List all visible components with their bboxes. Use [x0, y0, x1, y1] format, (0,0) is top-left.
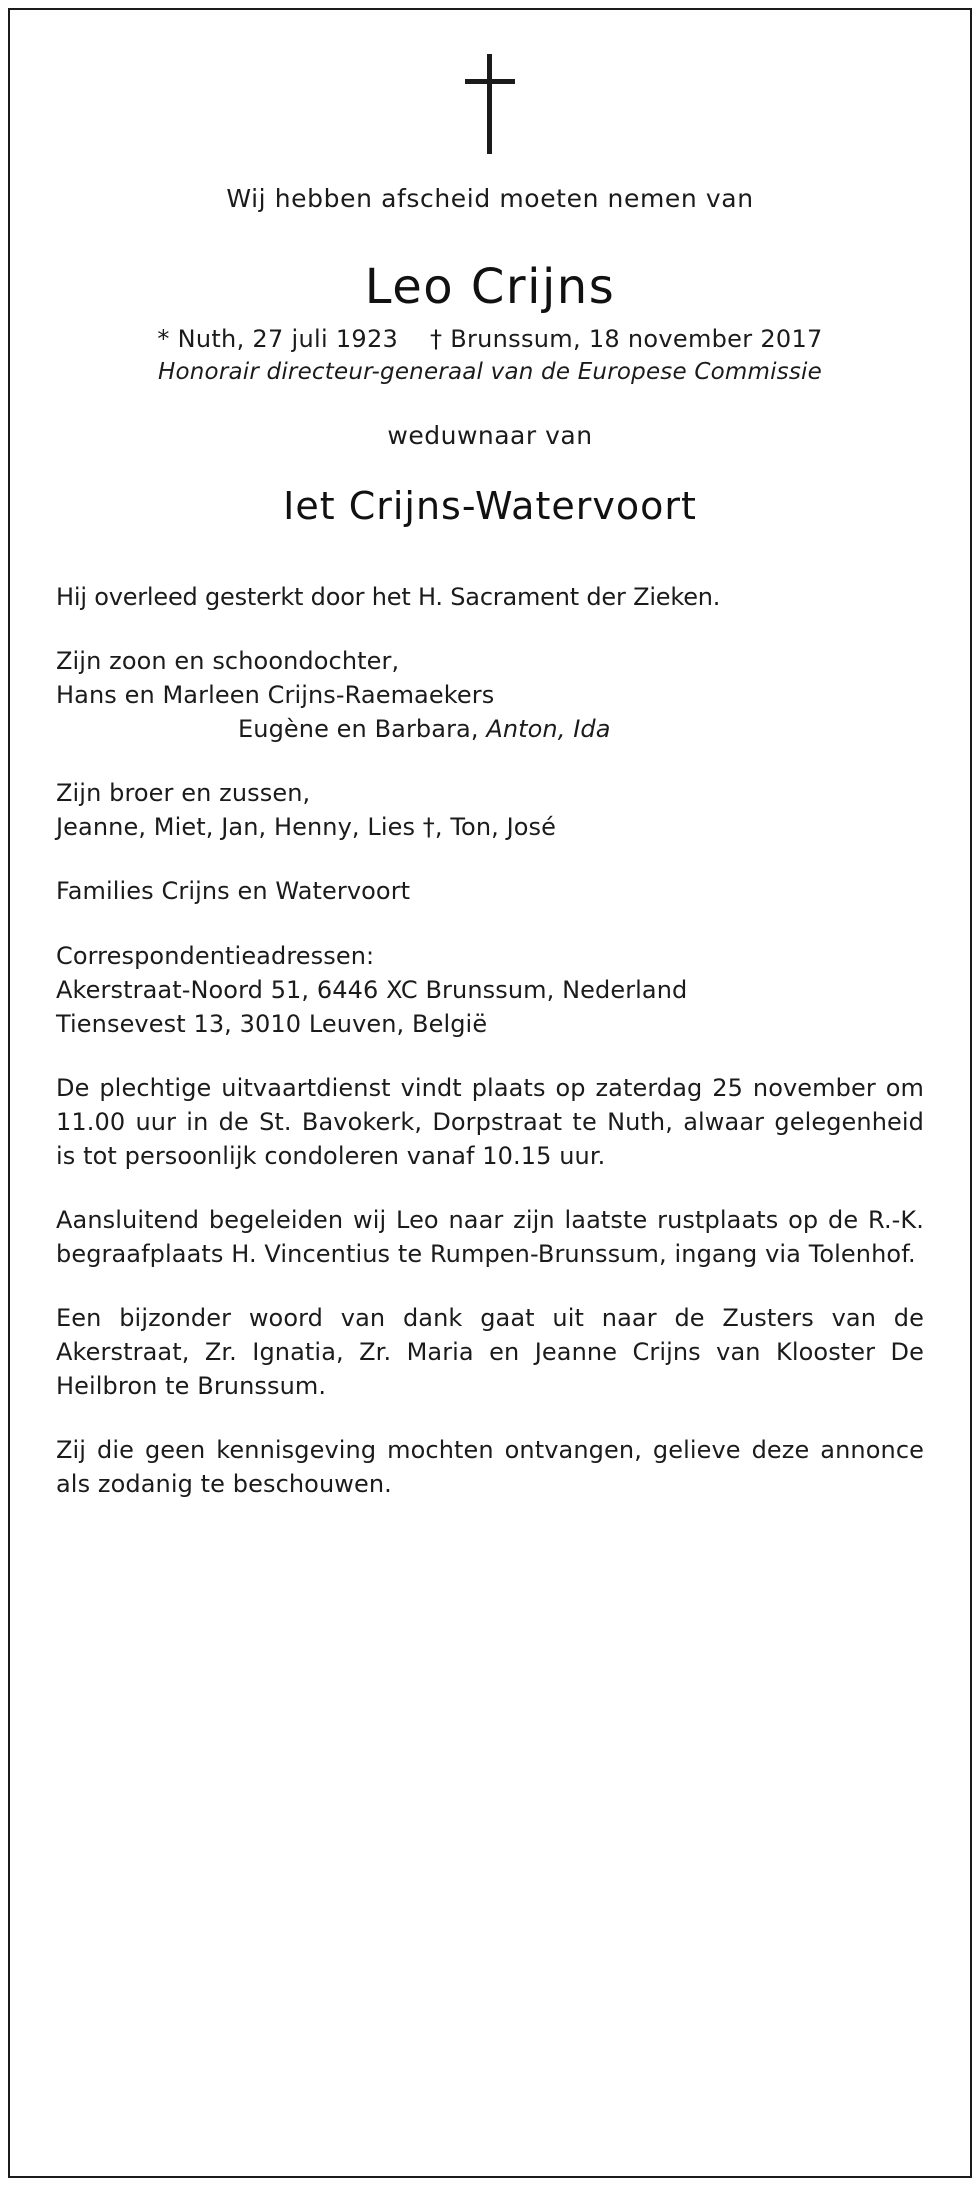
- burial-paragraph: Aansluitend begeleiden wij Leo naar zijn laatste rustplaats op de R.-K. begraafplaats H. Vincentius te Rumpen-Brunssum, ingang via Tolenhof.: [56, 1206, 924, 1269]
- grandchildren-line: [56, 712, 924, 746]
- families-line: Families Crijns en Watervoort: [56, 877, 411, 906]
- deceased-name: Leo Crijns: [364, 259, 616, 315]
- siblings-heading: Zijn broer en zussen,: [56, 779, 311, 808]
- spouse-name: Iet Crijns-Watervoort: [283, 484, 697, 528]
- obituary-content: [10, 10, 970, 1542]
- birth-date: * Nuth, 27 juli 1923: [157, 325, 399, 353]
- correspondence-block: [56, 939, 924, 1041]
- correspondence-address-1: Akerstraat-Noord 51, 6446 XC Brunssum, Nederland: [56, 975, 688, 1004]
- death-date: † Brunssum, 18 november 2017: [430, 325, 823, 353]
- cross-horizontal-bar: [465, 79, 515, 84]
- honorary-title: Honorair directeur-generaal van de Europese Commissie: [158, 359, 822, 385]
- thanks-paragraph: Een bijzonder woord van dank gaat uit naar de Zusters van de Akerstraat, Zr. Ignatia, Zr. Maria en Jeanne Crijns van Klooster De Heilbron te Brunssum.: [56, 1304, 924, 1401]
- cross-wrap: [56, 54, 924, 154]
- son-heading: Zijn zoon en schoondochter,: [56, 647, 400, 676]
- cross-vertical-bar: [487, 54, 492, 154]
- correspondence-address-2: Tiensevest 13, 3010 Leuven, België: [56, 1009, 488, 1038]
- son-line: Hans en Marleen Crijns-Raemaekers: [56, 681, 495, 710]
- grandchildren-italic: Anton, Ida: [486, 715, 611, 744]
- siblings-line: Jeanne, Miet, Jan, Henny, Lies †, Ton, José: [56, 813, 557, 842]
- latin-cross-icon: [460, 54, 520, 154]
- obituary-body: [56, 580, 924, 1502]
- son-block: [56, 644, 924, 746]
- obituary-card: [8, 8, 972, 2178]
- sacrament-paragraph: [56, 580, 924, 614]
- families-block: [56, 874, 924, 908]
- sacrament-line: Hij overleed gesterkt door het H. Sacrament der Zieken.: [56, 583, 721, 611]
- relation-label: weduwnaar van: [387, 421, 593, 450]
- siblings-block: [56, 776, 924, 844]
- lead-text: Wij hebben afscheid moeten nemen van: [226, 184, 754, 213]
- service-paragraph: De plechtige uitvaartdienst vindt plaats op zaterdag 25 november om 11.00 uur in de St. Bavokerk, Dorpstraat te Nuth, alwaar gelegenheid is tot persoonlijk condoleren vanaf 10.15 uur.: [56, 1073, 924, 1170]
- closing-paragraph: Zij die geen kennisgeving mochten ontvangen, gelieve deze annonce als zodanig te beschouwen.: [56, 1436, 924, 1499]
- correspondence-heading: Correspondentieadressen:: [56, 941, 375, 970]
- life-dates: [56, 325, 924, 353]
- grandchildren-plain: Eugène en Barbara,: [238, 715, 479, 744]
